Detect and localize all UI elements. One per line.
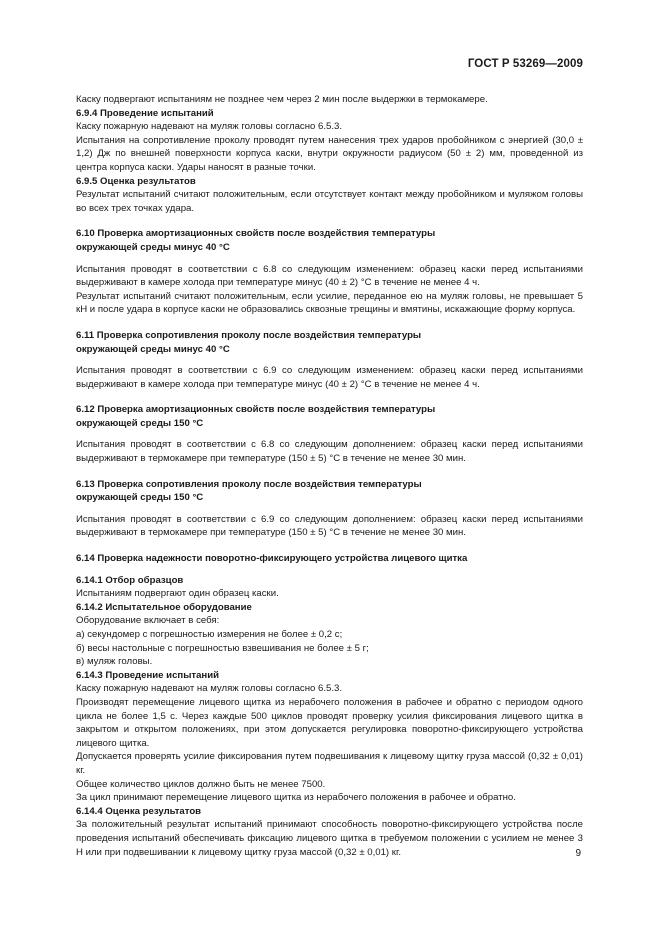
- spacer: [76, 430, 583, 438]
- paragraph: Каску пожарную надевают на муляж головы согласно 6.5.3.: [76, 683, 343, 695]
- paragraph: Испытаниям подвергают один образец каски.: [76, 588, 279, 600]
- spacer: [76, 356, 583, 364]
- section-heading: 6.14.4 Оценка результатов: [76, 805, 202, 817]
- document-header: ГОСТ Р 53269—2009: [467, 58, 583, 70]
- paragraph: Результат испытаний считают положительным, если усилие, переданное ею на муляж головы, не превышает 5 кН и после удара в корпусе каски не образовались сквозные трещины и вмятины, искажающие форму корпуса.: [76, 290, 583, 316]
- section-heading: 6.12 Проверка амортизационных свойств после воздействия температуры: [76, 404, 436, 416]
- spacer: [76, 215, 583, 227]
- spacer: [76, 255, 583, 263]
- paragraph: Испытания проводят в соответствии с 6.9 со следующим изменением: образец каски перед испытаниями выдерживают в камере холода при температуре минус (40 ± 2) °С в течение не менее 4 ч.: [76, 365, 583, 390]
- paragraph: За цикл принимают перемещение лицевого щитка из нерабочего положения в рабочее и обратно.: [76, 792, 516, 804]
- section-heading: 6.14.1 Отбор образцов: [76, 574, 184, 586]
- paragraph: Испытания проводят в соответствии с 6.8 со следующим дополнением: образец каски перед испытаниями выдерживают в термокамере при температуре (150 ± 5) °С в течение не менее 30 мин.: [76, 439, 583, 465]
- paragraph: Испытания проводят в соответствии с 6.9 со следующим дополнением: образец каски перед испытаниями выдерживают в термокамере при температуре (150 ± 5) °С в течение не менее 30 мин.: [76, 513, 583, 539]
- page-number: 9: [575, 848, 581, 859]
- document-body: [76, 93, 583, 859]
- section-heading: 6.13 Проверка сопротивления проколу после воздействия температуры: [76, 478, 422, 490]
- paragraph: Каску пожарную надевают на муляж головы согласно 6.5.3.: [76, 121, 343, 133]
- section-heading: 6.9.4 Проведение испытаний: [76, 107, 214, 119]
- spacer: [76, 317, 583, 329]
- paragraph: Испытания проводят в соответствии с 6.8 со следующим изменением: образец каски перед испытаниями выдерживают в камере холода при температуре минус (40 ± 2) °С в течение не менее 4 ч.: [76, 263, 583, 289]
- paragraph: Общее количество циклов должно быть не менее 7500.: [76, 778, 326, 790]
- paragraph: б) весы настольные с погрешностью взвешивания не более ± 5 г;: [76, 642, 369, 654]
- section-heading: окружающей среды минус 40 °С: [76, 343, 230, 355]
- section-heading: окружающей среды 150 °С: [76, 417, 204, 429]
- section-heading: окружающей среды минус 40 °С: [76, 241, 230, 253]
- spacer: [76, 391, 583, 403]
- section-heading: 6.9.5 Оценка результатов: [76, 175, 196, 187]
- paragraph: Производят перемещение лицевого щитка из нерабочего положения в рабочее и обратно с периодом одного цикла не более 1,5 с. Через каждые 500 циклов проводят проверку усилия фиксирования лицевого щитка в закрытом и открытом положениях, при этом допускается регулировка поворотно-фиксирующего устройства лицевого щитка.: [76, 696, 583, 749]
- section-heading: 6.14.2 Испытательное оборудование: [76, 601, 252, 613]
- paragraph: в) муляж головы.: [76, 656, 153, 668]
- spacer: [76, 566, 583, 574]
- paragraph: Результат испытаний считают положительным, если отсутствует контакт между пробойником и муляжом головы во всех трех точках удара.: [76, 189, 583, 214]
- section-heading: 6.14 Проверка надежности поворотно-фиксирующего устройства лицевого щитка: [76, 553, 468, 565]
- paragraph: Испытания на сопротивление проколу проводят путем нанесения трех ударов пробойником с энергией (30,0 ± 1,2) Дж по внешней поверхности корпуса каски, внутри окружности радиусом (50 ± 2) мм, проведенной из центра корпуса каски. Удары наносят в разные точки.: [76, 134, 583, 173]
- section-heading: 6.14.3 Проведение испытаний: [76, 669, 220, 681]
- spacer: [76, 505, 583, 513]
- spacer: [76, 466, 583, 478]
- paragraph: Каску подвергают испытаниям не позднее чем через 2 мин после выдержки в термокамере.: [76, 94, 488, 105]
- section-heading: 6.10 Проверка амортизационных свойств после воздействия температуры: [76, 228, 436, 240]
- spacer: [76, 540, 583, 552]
- section-heading: окружающей среды 150 °С: [76, 492, 204, 504]
- paragraph: Оборудование включает в себя:: [76, 615, 220, 627]
- paragraph: а) секундомер с погрешностью измерения не более ± 0,2 с;: [76, 629, 343, 640]
- paragraph: За положительный результат испытаний принимают способность поворотно-фиксирующего устройства после проведения испытаний обеспечивать фиксацию лицевого щитка в требуемом положении с усилием не менее 3 Н или при подвешивании к лицевому щитку груза массой (0,32 ± 0,01) кг.: [76, 819, 583, 858]
- section-heading: 6.11 Проверка сопротивления проколу после воздействия температуры: [76, 329, 422, 341]
- paragraph: Допускается проверять усилие фиксирования путем подвешивания к лицевому щитку груза массой (0,32 ± 0,01) кг.: [76, 751, 583, 776]
